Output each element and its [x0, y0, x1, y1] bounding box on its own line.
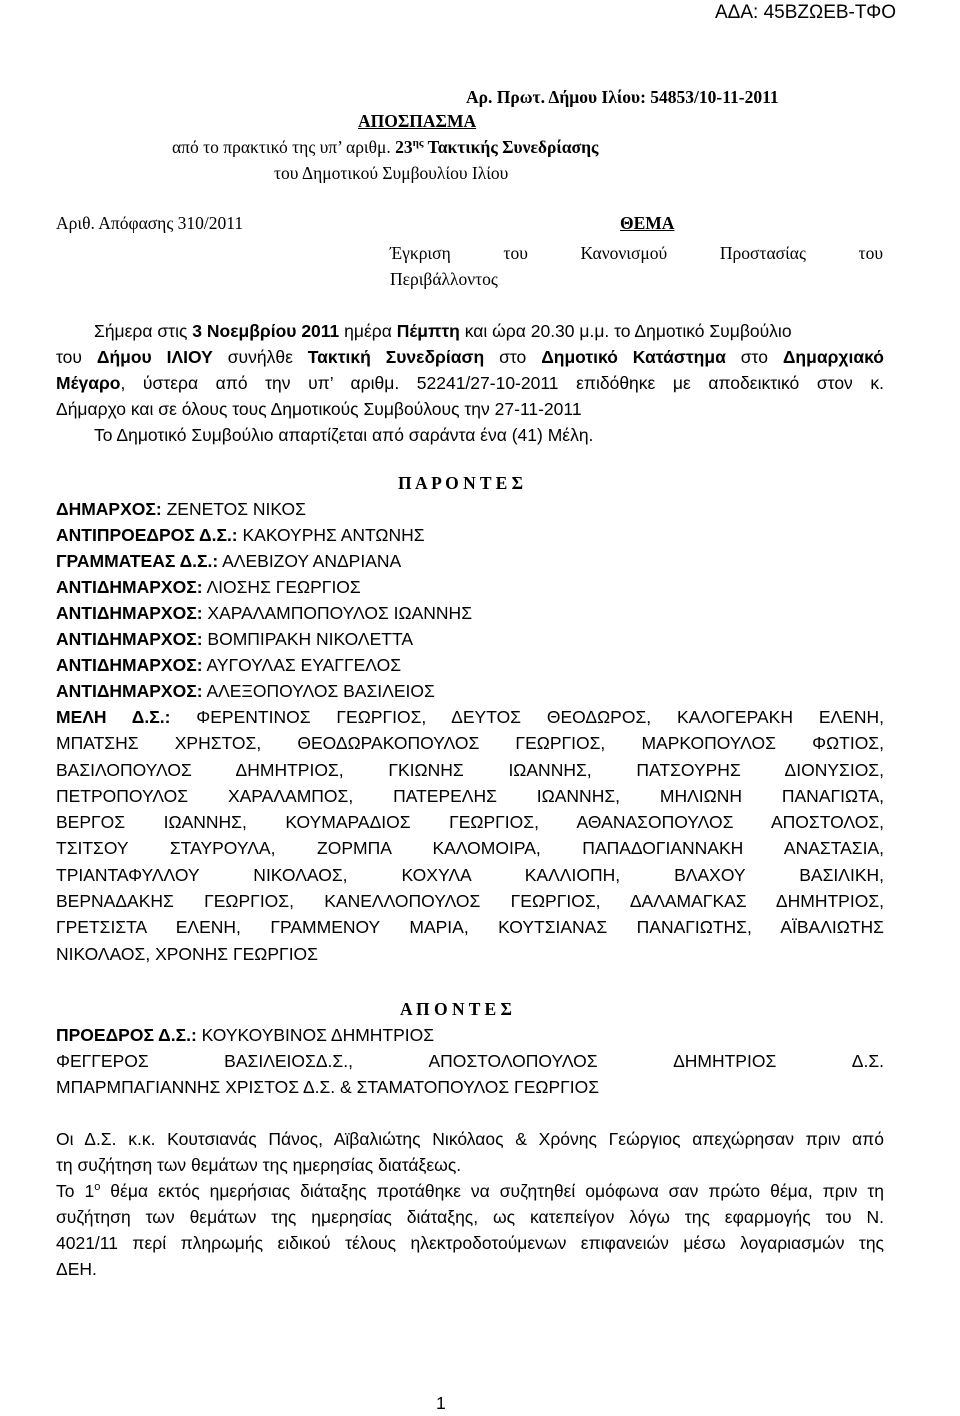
list-item — [56, 678, 884, 704]
absent-part: ΑΠΟΣΤΟΛΟΠΟΥΛΟΣ — [428, 1051, 598, 1071]
minutes-prefix: από το πρακτικό της υπ’ αριθμ. — [172, 137, 391, 157]
theme-word: Κανονισμού — [580, 243, 668, 263]
intro-text: συνήλθε — [212, 347, 308, 367]
notes-p2-line4: ΔΕΗ. — [56, 1259, 97, 1279]
intro-text: του — [56, 347, 97, 367]
theme-label: ΘΕΜΑ — [620, 213, 675, 233]
role-label: ΑΝΤΙΔΗΜΑΡΧΟΣ: — [56, 655, 203, 675]
session-sup: ης — [412, 137, 424, 150]
intro-line-4: Δήμαρχο και σε όλους τους Δημοτικούς Συμβούλους την 27-11-2011 — [56, 399, 582, 419]
municipality: Δήμου ΙΛΙΟΥ — [96, 347, 213, 367]
session-type: Τακτική Συνεδρίαση — [307, 347, 485, 367]
members-line: ΠΕΤΡΟΠΟΥΛΟΣ ΧΑΡΑΛΑΜΠΟΣ, ΠΑΤΕΡΕΛΗΣ ΙΩΑΝΝΗΣ, ΜΗΛΙΩΝΗ ΠΑΝΑΓΙΩΤΑ, — [56, 785, 884, 806]
notes-text: Το 1 — [56, 1181, 95, 1201]
intro-text: ημέρα — [339, 321, 397, 341]
ada-code: ΑΔΑ: 45ΒΖΩΕΒ-ΤΦΟ — [715, 2, 897, 23]
person-name: ΒΟΜΠΙΡΑΚΗ ΝΙΚΟΛΕΤΤΑ — [202, 629, 414, 649]
members-line: ΒΕΡΓΟΣ ΙΩΑΝΝΗΣ, ΚΟΥΜΑΡΑΔΙΟΣ ΓΕΩΡΓΙΟΣ, ΑΘΑΝΑΣΟΠΟΥΛΟΣ ΑΠΟΣΤΟΛΟΣ, — [56, 812, 884, 833]
present-roles-list — [56, 496, 884, 704]
notes-p2-line3: 4021/11 περί πληρωμής ειδικού τέλους ηλεκτροδοτούμενων επιφανειών μέσω λογαριασμών της — [56, 1233, 884, 1253]
person-name: ΑΛΕΒΙΖΟΥ ΑΝΔΡΙΑΝΑ — [218, 551, 402, 571]
person-name: ΚΟΥΚΟΥΒΙΝΟΣ ΔΗΜΗΤΡΙΟΣ — [196, 1025, 435, 1045]
list-item — [56, 600, 884, 626]
members-line: ΒΑΣΙΛΟΠΟΥΛΟΣ ΔΗΜΗΤΡΙΟΣ, ΓΚΙΩΝΗΣ ΙΩΑΝΝΗΣ, ΠΑΤΣΟΥΡΗΣ ΔΙΟΝΥΣΙΟΣ, — [56, 759, 884, 780]
notes-p2-line1 — [56, 1178, 884, 1204]
members-label: ΜΕΛΗ Δ.Σ.: — [56, 707, 171, 727]
intro-line-1 — [94, 318, 792, 344]
meeting-day: Πέμπτη — [396, 321, 460, 341]
members-line: ΓΡΕΤΣΙΣΤΑ ΕΛΕΝΗ, ΓΡΑΜΜΕΝΟΥ ΜΑΡΙΑ, ΚΟΥΤΣΙΑΝΑΣ ΠΑΝΑΓΙΩΤΗΣ, ΑΪΒΑΛΙΩΤΗΣ — [56, 917, 884, 938]
role-label: ΑΝΤΙΠΡΟΕΔΡΟΣ Δ.Σ.: — [56, 525, 238, 545]
absent-part: Δ.Σ. — [851, 1051, 884, 1071]
session-name: Τακτικής Συνεδρίασης — [427, 137, 599, 157]
role-label: ΓΡΑΜΜΑΤΕΑΣ Δ.Σ.: — [56, 551, 219, 571]
absent-line-2 — [56, 1048, 884, 1074]
theme-word: του — [503, 243, 528, 263]
list-item — [56, 522, 884, 548]
intro-text: και ώρα 20.30 μ.μ. το Δημοτικό Συμβούλιο — [459, 321, 792, 341]
role-label: ΑΝΤΙΔΗΜΑΡΧΟΣ: — [56, 629, 203, 649]
session-number: 23 — [395, 137, 413, 157]
role-label: ΠΡΟΕΔΡΟΣ Δ.Σ.: — [56, 1025, 197, 1045]
members-line: ΜΠΑΤΣΗΣ ΧΡΗΣΤΟΣ, ΘΕΟΔΩΡΑΚΟΠΟΥΛΟΣ ΓΕΩΡΓΙΟΣ, ΜΑΡΚΟΠΟΥΛΟΣ ΦΩΤΙΟΣ, — [56, 733, 884, 754]
council-members — [56, 704, 884, 967]
meeting-hall-cont: Μέγαρο — [56, 373, 121, 393]
theme-word: του — [858, 243, 883, 263]
council-line: του Δημοτικού Συμβουλίου Ιλίου — [274, 163, 509, 183]
person-name: ΑΥΓΟΥΛΑΣ ΕΥΑΓΓΕΛΟΣ — [202, 655, 402, 675]
members-text: ΦΕΡΕΝΤΙΝΟΣ ΓΕΩΡΓΙΟΣ, ΔΕΥΤΟΣ ΘΕΟΔΩΡΟΣ, ΚΑΛΟΓΕΡΑΚΗ ΕΛΕΝΗ, — [170, 707, 884, 727]
intro-text: στο — [484, 347, 542, 367]
intro-text: , ύστερα από την υπ’ αριθμ. 52241/27-10-2011 επιδόθηκε με αποδεικτικό στον κ. — [120, 373, 884, 393]
members-line: ΝΙΚΟΛΑΟΣ, ΧΡΟΝΗΣ ΓΕΩΡΓΙΟΣ — [56, 943, 318, 964]
person-name: ΚΑΚΟΥΡΗΣ ΑΝΤΩΝΗΣ — [237, 525, 425, 545]
role-label: ΑΝΤΙΔΗΜΑΡΧΟΣ: — [56, 681, 203, 701]
person-name: ΑΛΕΞΟΠΟΥΛΟΣ ΒΑΣΙΛΕΙΟΣ — [202, 681, 435, 701]
list-item — [56, 496, 884, 522]
list-item — [56, 574, 884, 600]
notes-text: θέμα εκτός ημερήσιας διάταξης προτάθηκε να συζητηθεί ομόφωνα σαν πρώτο θέμα, πριν τη — [100, 1181, 884, 1201]
minutes-line — [172, 134, 598, 160]
notes-p2-line2: συζήτηση των θεμάτων της ημερησίας διάταξης, ως κατεπείγον λόγω της εφαρμογής του Ν. — [56, 1207, 884, 1227]
notes-p1-line1: Οι Δ.Σ. κ.κ. Κουτσιανάς Πάνος, Αϊβαλιώτης Νικόλαος & Χρόνης Γεώργιος απεχώρησαν πριν από — [56, 1129, 884, 1149]
list-item — [56, 652, 884, 678]
absent-heading: Α Π Ο Ν Τ Ε Σ — [400, 999, 512, 1019]
members-line: ΤΣΙΤΣΟΥ ΣΤΑΥΡΟΥΛΑ, ΖΟΡΜΠΑ ΚΑΛΟΜΟΙΡΑ, ΠΑΠΑΔΟΓΙΑΝΝΑΚΗ ΑΝΑΣΤΑΣΙΑ, — [56, 838, 884, 859]
decision-number: Αριθ. Απόφασης 310/2011 — [56, 213, 244, 233]
ordinal-sup: ο — [94, 1181, 101, 1194]
absent-part: ΒΑΣΙΛΕΙΟΣΔ.Σ., — [224, 1051, 353, 1071]
role-label: ΑΝΤΙΔΗΜΑΡΧΟΣ: — [56, 577, 203, 597]
person-name: ΛΙΟΣΗΣ ΓΕΩΡΓΙΟΣ — [202, 577, 361, 597]
absent-president — [56, 1022, 434, 1048]
page-number: 1 — [436, 1393, 446, 1413]
list-item — [56, 548, 884, 574]
protocol-number: Αρ. Πρωτ. Δήμου Ιλίου: 54853/10-11-2011 — [466, 87, 779, 107]
theme-line-2: Περιβάλλοντος — [390, 269, 498, 289]
role-label: ΑΝΤΙΔΗΜΑΡΧΟΣ: — [56, 603, 203, 623]
role-label: ΔΗΜΑΡΧΟΣ: — [56, 499, 162, 519]
theme-word: Έγκριση — [390, 243, 451, 263]
intro-line-3 — [56, 370, 884, 396]
members-line: ΤΡΙΑΝΤΑΦΥΛΛΟΥ ΝΙΚΟΛΑΟΣ, ΚΟΧΥΛΑ ΚΑΛΛΙΟΠΗ, ΒΛΑΧΟΥ ΒΑΣΙΛΙΚΗ, — [56, 864, 884, 885]
theme-line-1 — [390, 240, 883, 266]
notes-p1-line2: τη συζήτηση των θεμάτων της ημερησίας διατάξεως. — [56, 1155, 462, 1175]
intro-text: Σήμερα στις — [94, 321, 193, 341]
present-heading: Π Α Ρ Ο Ν Τ Ε Σ — [398, 473, 524, 493]
intro-text: στο — [725, 347, 783, 367]
absent-part: ΔΗΜΗΤΡΙΟΣ — [673, 1051, 777, 1071]
document-title: ΑΠΟΣΠΑΣΜΑ — [358, 111, 477, 131]
absent-line-3: ΜΠΑΡΜΠΑΓΙΑΝΝΗΣ ΧΡΙΣΤΟΣ Δ.Σ. & ΣΤΑΜΑΤΟΠΟΥΛΟΣ ΓΕΩΡΓΙΟΣ — [56, 1077, 600, 1097]
intro-line-5: Το Δημοτικό Συμβούλιο απαρτίζεται από σαράντα ένα (41) Μέλη. — [94, 425, 594, 445]
list-item — [56, 626, 884, 652]
person-name: ΖΕΝΕΤΟΣ ΝΙΚΟΣ — [161, 499, 306, 519]
absent-part: ΦΕΓΓΕΡΟΣ — [56, 1051, 149, 1071]
members-line — [56, 704, 884, 730]
intro-line-2 — [56, 344, 884, 370]
members-line: ΒΕΡΝΑΔΑΚΗΣ ΓΕΩΡΓΙΟΣ, ΚΑΝΕΛΛΟΠΟΥΛΟΣ ΓΕΩΡΓΙΟΣ, ΔΑΛΑΜΑΓΚΑΣ ΔΗΜΗΤΡΙΟΣ, — [56, 891, 884, 912]
theme-word: Προστασίας — [719, 243, 806, 263]
person-name: ΧΑΡΑΛΑΜΠΟΠΟΥΛΟΣ ΙΩΑΝΝΗΣ — [202, 603, 473, 623]
meeting-date: 3 Νοεμβρίου 2011 — [192, 321, 340, 341]
meeting-place: Δημοτικό Κατάστημα — [541, 347, 726, 367]
meeting-hall: Δημαρχιακό — [782, 347, 884, 367]
